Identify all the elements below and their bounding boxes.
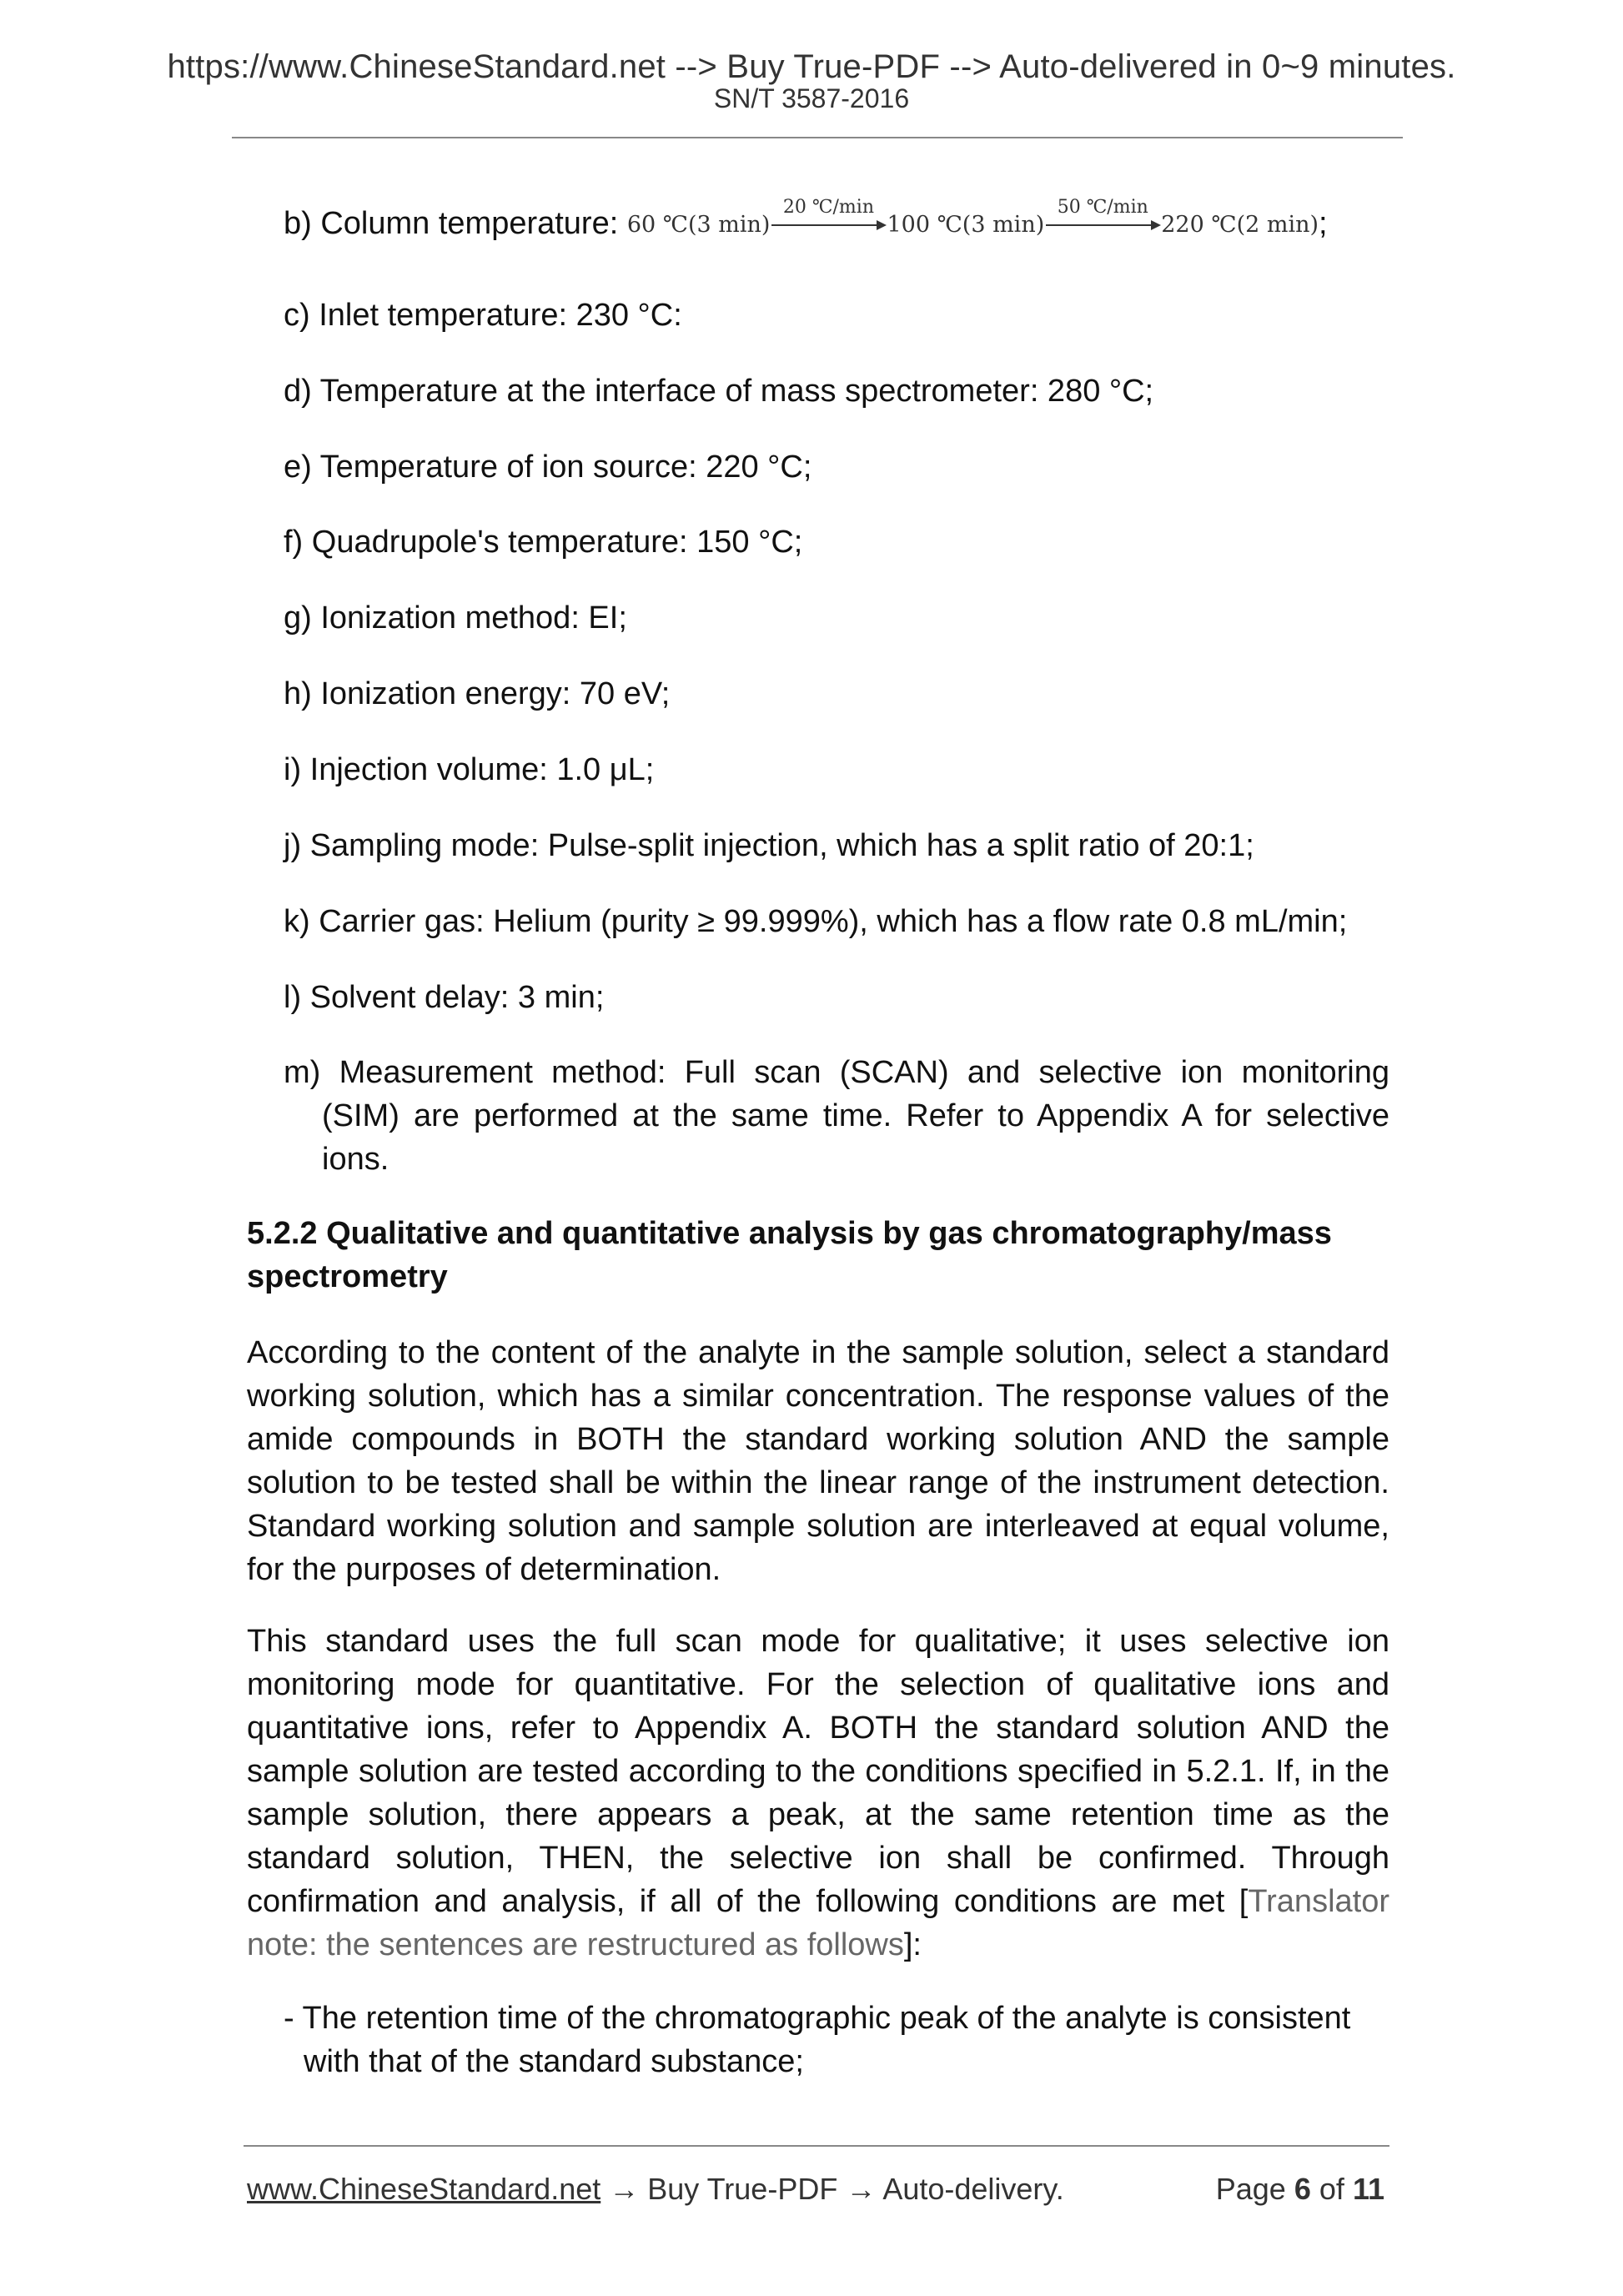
footer-divider <box>244 2145 1389 2147</box>
translator-note: Translator note: the sentences are restructured as follows <box>247 1884 1389 1962</box>
condition-ionization-energy: h) Ionization energy: 70 eV; <box>284 676 671 711</box>
condition-interface-temperature: d) Temperature at the interface of mass spectrometer: 280 °C; <box>284 374 1154 409</box>
ramp-rate-2: 50 ℃/min <box>1057 197 1148 219</box>
paragraph-standard-working-solution: According to the content of the analyte in the sample solution, select a standard working solution, which has a similar concentration. The response values of the amide compounds in BOTH the standard working solution AND the sample solution to be tested shall be within the linear range of the instrument detection. Standard working solution and sample solution are interleaved at equal volume, for the purposes of determination. <box>247 1335 1389 1587</box>
temp-step-start: 60 ℃(3 min) <box>626 211 771 238</box>
list-item-retention-time <box>284 1997 1389 2083</box>
column-temperature-label: b) Column temperature: <box>284 206 619 241</box>
footer-left <box>247 2172 1064 2207</box>
condition-quadrupole-temperature: f) Quadrupole's temperature: 150 °C; <box>284 525 803 560</box>
paragraph-scan-mode-text: This standard uses the full scan mode for qualitative; it uses selective ion monitoring mode for quantitative. For the selection of qualitative ions and quantitative ions, refer to Appendix A. BOTH the standard solution AND the sample solution are tested according to the conditions specified in 5.2.1. If, in the sample solution, there appears a peak, at the same retention time as the standard solution, THEN, the selective ion shall be confirmed. Through confirmation and analysis, if all of the following conditions are met [ <box>247 1624 1389 1919</box>
page-current: 6 <box>1294 2172 1311 2206</box>
temp-step-end: 220 ℃(2 min) <box>1161 211 1319 238</box>
paragraph-scan-mode-end: ]: <box>903 1927 922 1962</box>
section-title-5-2-2: 5.2.2 Qualitative and quantitative analysis by gas chromatography/mass spectrometry <box>247 1216 1332 1294</box>
condition-ionization-method: g) Ionization method: EI; <box>284 600 627 636</box>
measurement-method-continuation: (SIM) are performed at the same time. Refer to Appendix A for selective ions. <box>322 1098 1389 1177</box>
document-code: SN/T 3587-2016 <box>713 83 910 113</box>
temperature-program <box>626 197 1319 247</box>
header-banner: https://www.ChineseStandard.net --> Buy True-PDF --> Auto-delivered in 0~9 minutes. <box>167 48 1456 85</box>
condition-inlet-temperature: c) Inlet temperature: 230 °C: <box>284 298 682 333</box>
footer-site-link[interactable]: www.ChineseStandard.net <box>247 2172 601 2206</box>
paragraph-scan-mode <box>247 1620 1389 1967</box>
page-of: of <box>1319 2172 1344 2206</box>
condition-sampling-mode: j) Sampling mode: Pulse-split injection, which has a split ratio of 20:1; <box>284 828 1254 863</box>
condition-carrier-gas: k) Carrier gas: Helium (purity ≥ 99.999%), which has a flow rate 0.8 mL/min; <box>284 904 1348 939</box>
ramp-arrow-2 <box>1046 197 1159 226</box>
condition-injection-volume: i) Injection volume: 1.0 μL; <box>284 752 655 787</box>
measurement-method-first-line: m) Measurement method: Full scan (SCAN) and selective ion monitoring <box>284 1055 1389 1090</box>
condition-column-temperature <box>284 197 1328 247</box>
condition-solvent-delay: l) Solvent delay: 3 min; <box>284 980 605 1015</box>
retention-time-first-line: - The retention time of the chromatographic peak of the analyte is consistent <box>284 2001 1351 2036</box>
condition-measurement-method <box>284 1051 1389 1181</box>
footer-tagline: → Buy True-PDF → Auto-delivery. <box>600 2172 1064 2206</box>
column-temperature-terminator: ; <box>1319 206 1328 241</box>
ramp-arrow-1 <box>771 197 885 226</box>
temp-step-mid: 100 ℃(3 min) <box>887 211 1045 238</box>
page-indicator <box>1216 2172 1384 2207</box>
header-divider <box>232 137 1403 138</box>
condition-ion-source-temperature: e) Temperature of ion source: 220 °C; <box>284 450 812 485</box>
ramp-rate-1: 20 ℃/min <box>782 197 874 219</box>
page-total: 11 <box>1352 2172 1384 2206</box>
page-word: Page <box>1215 2172 1286 2206</box>
retention-time-continuation: with that of the standard substance; <box>304 2044 804 2079</box>
